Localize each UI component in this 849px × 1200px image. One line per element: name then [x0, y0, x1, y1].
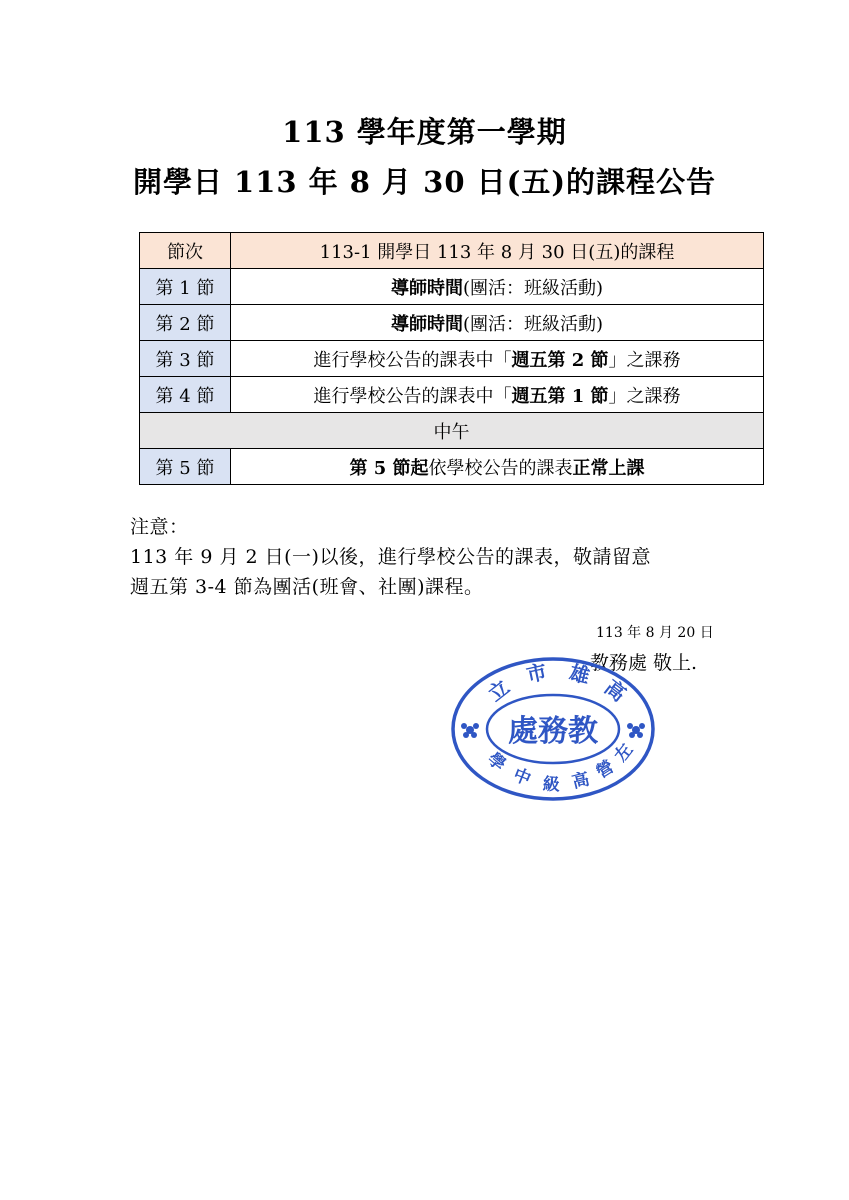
office-seal-stamp — [448, 654, 658, 804]
cell-text: 」之課務 — [608, 349, 681, 371]
period-cell: 第 4 節 — [140, 377, 231, 413]
schedule-table — [139, 232, 764, 485]
note-line: 週五第 3-4 節為團活(班會、社團)課程。 — [130, 576, 484, 598]
seal-bottom-char: 中 — [510, 764, 534, 790]
seal-bottom-char: 左 — [610, 740, 638, 766]
bold-text: 週五第 1 節 — [511, 385, 609, 407]
content-cell — [231, 449, 764, 485]
seal-top-char: 立 — [483, 674, 514, 707]
bold-text: 正常上課 — [572, 457, 645, 479]
plum-blossom-icon — [627, 723, 645, 738]
seal-top-char: 市 — [524, 659, 549, 687]
bold-text: 導師時間 — [390, 277, 463, 299]
document-subtitle: 開學日 113 年 8 月 30 日(五)的課程公告 — [132, 165, 717, 199]
cell-text: 」之課務 — [608, 385, 681, 407]
bold-text: 導師時間 — [390, 313, 463, 335]
content-cell — [231, 341, 764, 377]
note-title: 注意： — [130, 516, 189, 538]
bold-text: 週五第 2 節 — [511, 349, 609, 371]
seal-top-char: 雄 — [567, 660, 593, 689]
bold-text: 第 5 節起 — [349, 457, 429, 479]
signature-department: 教務處 敬上. — [590, 652, 698, 674]
noon-row — [140, 413, 764, 449]
table-row — [140, 269, 764, 305]
table-row — [140, 449, 764, 485]
cell-text: 依學校公告的課表 — [428, 457, 573, 479]
seal-bottom-char: 級 — [542, 774, 561, 796]
seal-top-char: 高 — [600, 674, 631, 707]
header-period-cell: 節次 — [140, 233, 231, 269]
table-row — [140, 341, 764, 377]
signature-date: 113 年 8 月 20 日 — [596, 625, 714, 641]
period-cell: 第 2 節 — [140, 305, 231, 341]
header-content-cell: 113-1 開學日 113 年 8 月 30 日(五)的課程 — [231, 233, 764, 269]
note-line: 113 年 9 月 2 日(一)以後，進行學校公告的課表，敬請留意 — [130, 546, 651, 568]
document-title: 113 學年度第一學期 — [282, 115, 567, 149]
table-header-row — [140, 233, 764, 269]
table-row — [140, 377, 764, 413]
period-cell: 第 3 節 — [140, 341, 231, 377]
seal-bottom-char: 學 — [483, 749, 510, 776]
seal-bottom-char: 高 — [570, 769, 592, 793]
cell-text: (團活：班級活動) — [462, 313, 604, 335]
content-cell — [231, 269, 764, 305]
cell-text: (團活：班級活動) — [462, 277, 604, 299]
seal-bottom-char: 營 — [592, 756, 618, 783]
period-cell: 第 1 節 — [140, 269, 231, 305]
content-cell — [231, 305, 764, 341]
cell-text: 進行學校公告的課表中「 — [313, 349, 512, 371]
cell-text: 進行學校公告的課表中「 — [313, 385, 512, 407]
noon-cell: 中午 — [140, 413, 764, 449]
table-row — [140, 305, 764, 341]
content-cell — [231, 377, 764, 413]
seal-center-text: 處務教 — [508, 714, 598, 749]
period-cell: 第 5 節 — [140, 449, 231, 485]
plum-blossom-icon — [461, 723, 479, 738]
